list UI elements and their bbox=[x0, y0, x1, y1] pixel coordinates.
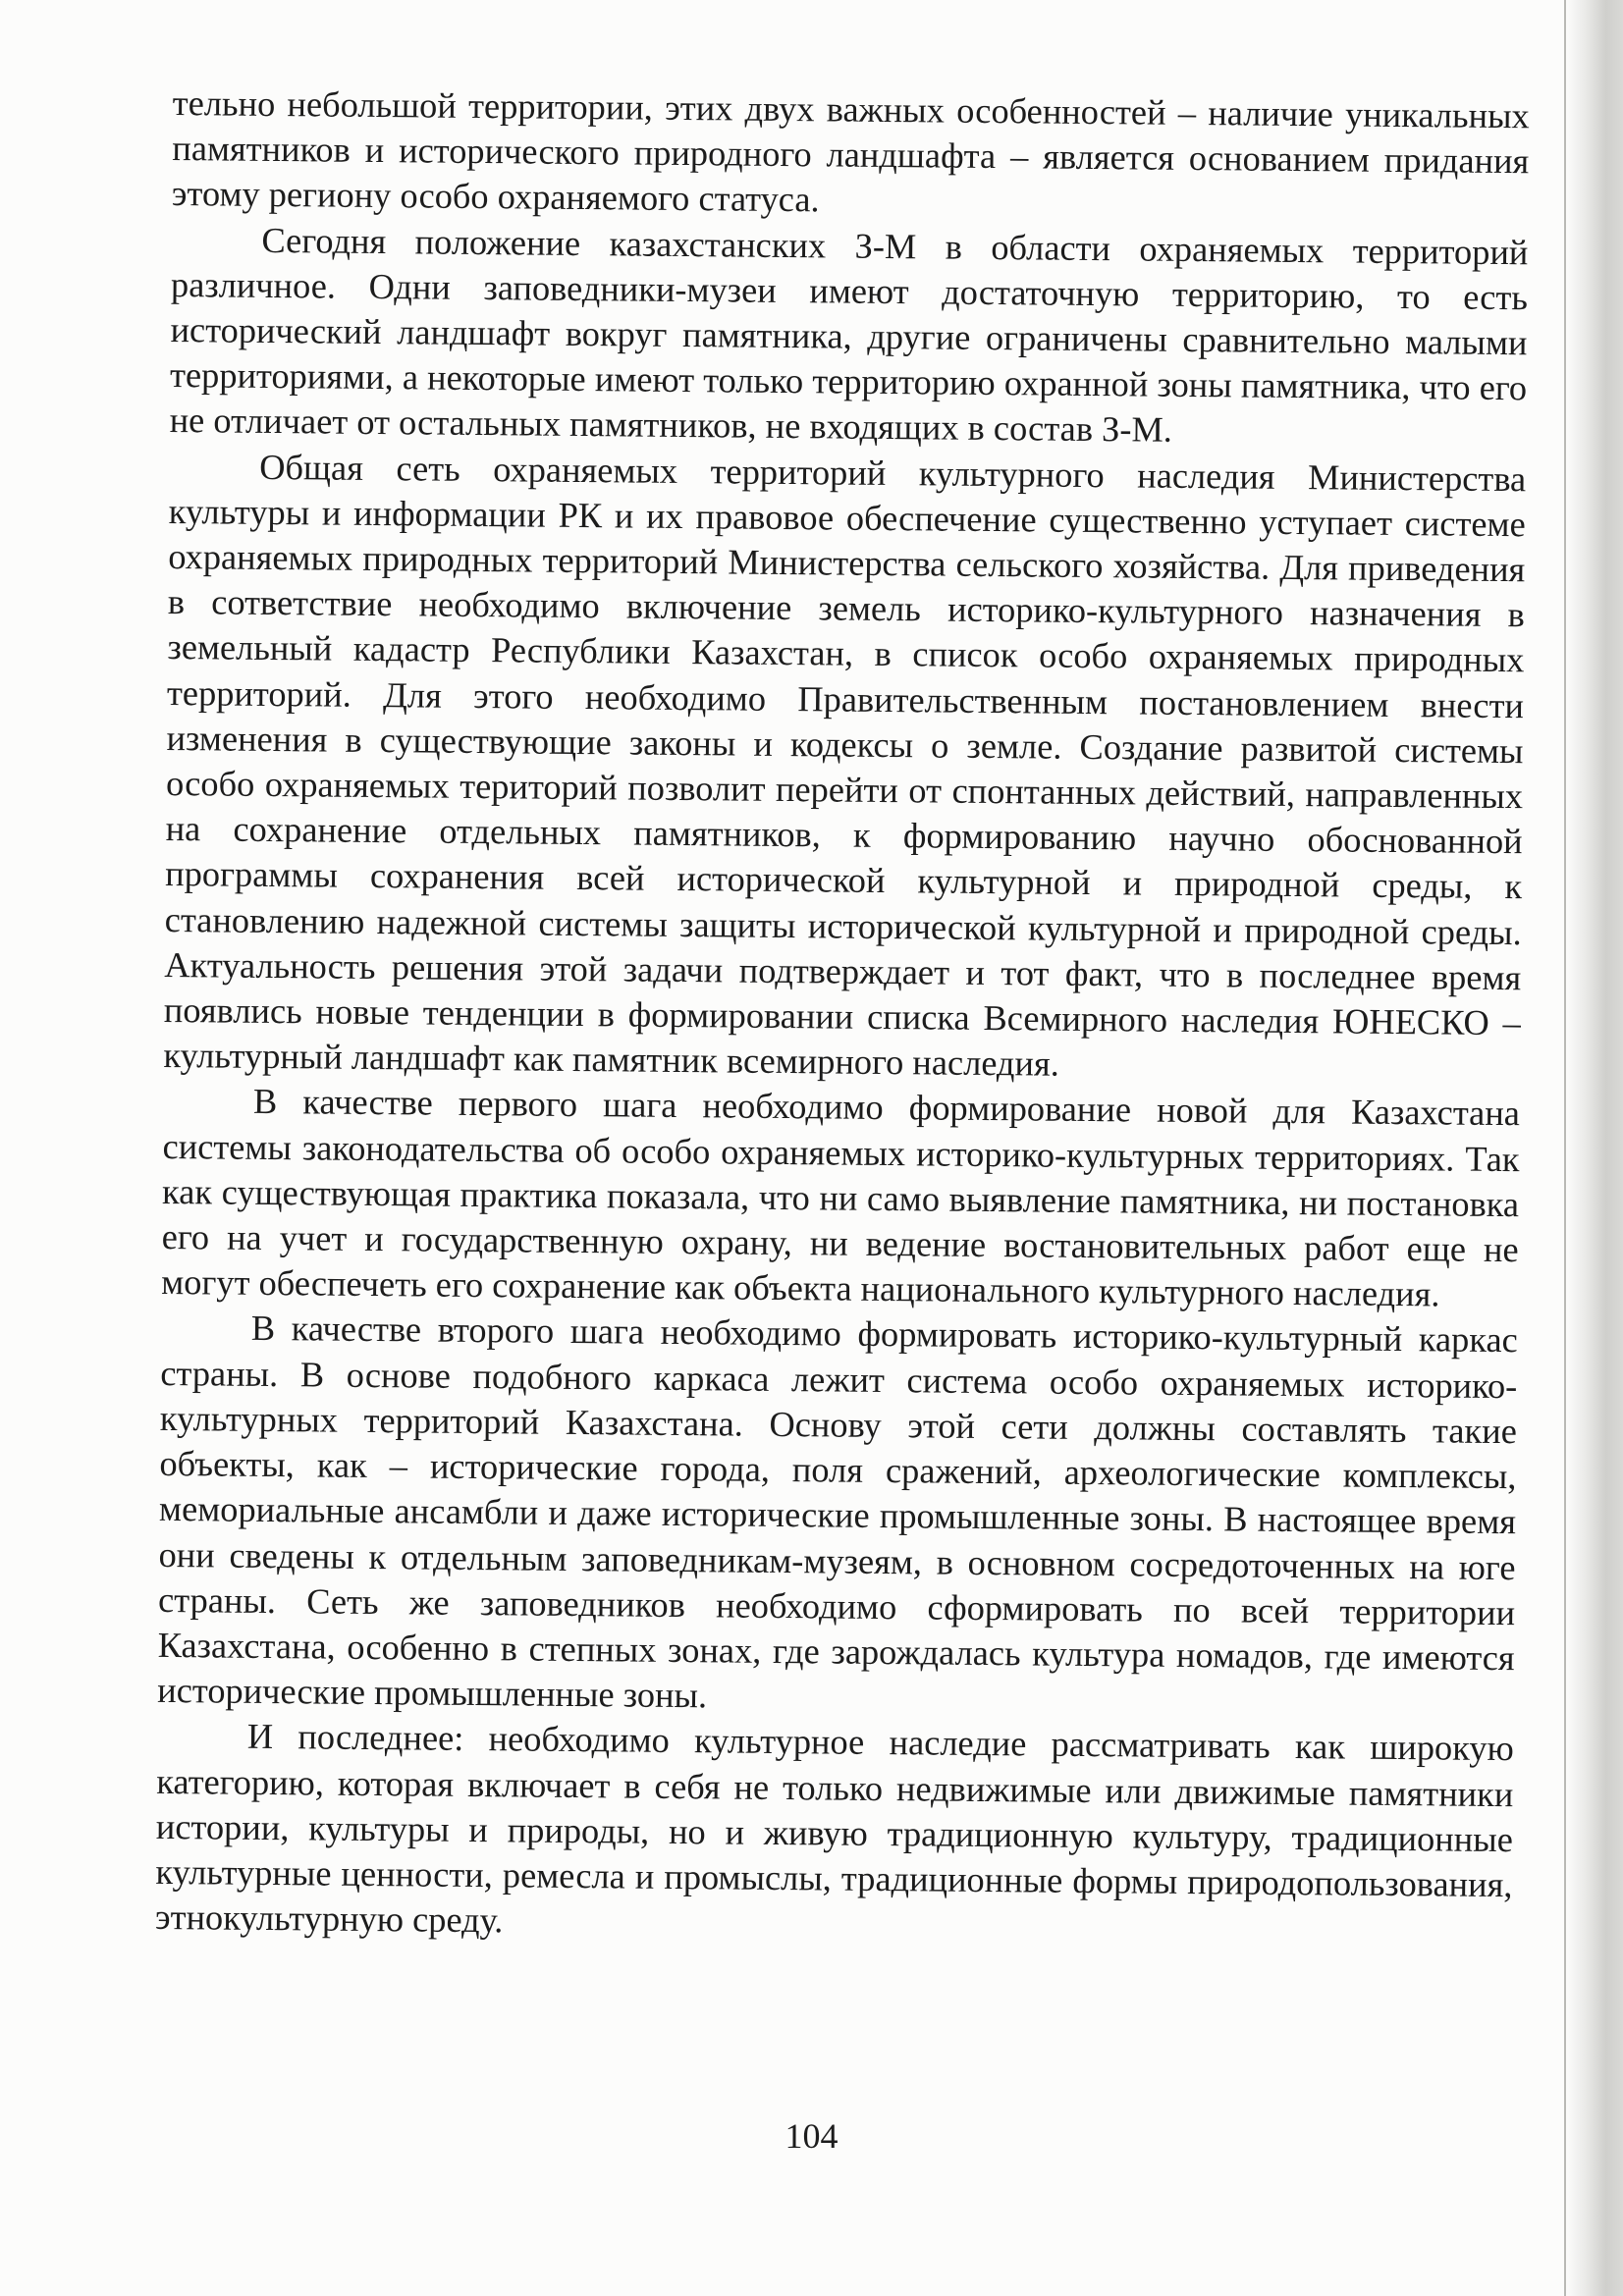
paragraph-protected-territories-network: Общая сеть охраняемых территорий культурного наследия Министерства культуры и информации РК и их правовое обеспечение существенно уступает системе охраняемых природных территорий Министерства сельского хозяйства. Для приведения в сответствие необходимо включение земель историко-культурного назначения в земельный кадастр Республики Казахстан, в список особо охраняемых природных территорий. Для этого необходимо Правительственным постановлением внести изменения в существующие законы и кодексы о земле. Создание развитой системы особо охраняемых територий позволит перейти от спонтанных действий, направленных на сохранение отдельных памятников, к формированию научно обоснованной программы сохранения всей исторической культурной и природной среды, к становлению надежной системы защиты исторической культурной и природной среды. Актуальность решения этой задачи подтверждает и тот факт, что в последнее время появлись новые тенденции в формировании списка Всемирного наследия ЮНЕСКО – культурный ландшафт как памятник всемирного наследия. bbox=[163, 447, 1527, 1084]
paragraph-continuation: тельно небольшой территории, этих двух важных особенностей – наличие уникальных памятников и исторического природного ландшафта – является основанием придания этому региону особо охраняемого статуса. bbox=[171, 82, 1530, 220]
paragraph-first-step: В качестве первого шага необходимо формирование новой для Казахстана системы законодательства об особо охраняемых историко-культурных территориях. Так как существующая практика показала, что ни само выявление памятника, ни постановка его на учет и государственную охрану, ни ведение востановительных работ еще не могут обеспечеть его сохранение как объекта национального культурного наследия. bbox=[161, 1082, 1521, 1314]
page-number: 104 bbox=[784, 2116, 839, 2156]
binding-edge bbox=[1566, 0, 1623, 2296]
paragraph-museum-reserves-status: Сегодня положение казахстанских З-М в области охраняемых территорий различное. Одни заповедники-музеи имеют достаточную территорию, то есть исторический ландшафт вокруг памятника, другие ограничены сравнительно малыми территориями, а некоторые имеют только территорию охранной зоны памятника, что его не отличает от остальных памятников, не входящих в состав З-М. bbox=[169, 220, 1529, 451]
paragraph-second-step: В качестве второго шага необходимо формировать историко-культурный каркас страны. В основе подобного каркаса лежит система особо охраняемых историко-культурных территорий Казахстана. Основу этой сети должны составлять такие объекты, как – исторические города, поля сражений, археологические комплексы, мемориальные ансамбли и даже исторические промышленные зоны. В настоящее время они сведены к отдельным заповедникам-музеям, в основном сосредоточенных на юге страны. Сеть же заповедников необходимо сформировать по всей территории Казахстана, особенно в степных зонах, где зарождалась культура номадов, где имеются исторические промышленные зоны. bbox=[157, 1308, 1518, 1716]
body-text bbox=[155, 80, 1530, 1953]
paragraph-final-point: И последнее: необходимо культурное наследие рассматривать как широкую категорию, которая включает в себя не только недвижимые или движимые памятники истории, культуры и природы, но и живую традиционную культуру, традиционные культурные ценности, ремесла и промыслы, традиционные формы природопользования, этнокультурную среду. bbox=[154, 1717, 1514, 1941]
